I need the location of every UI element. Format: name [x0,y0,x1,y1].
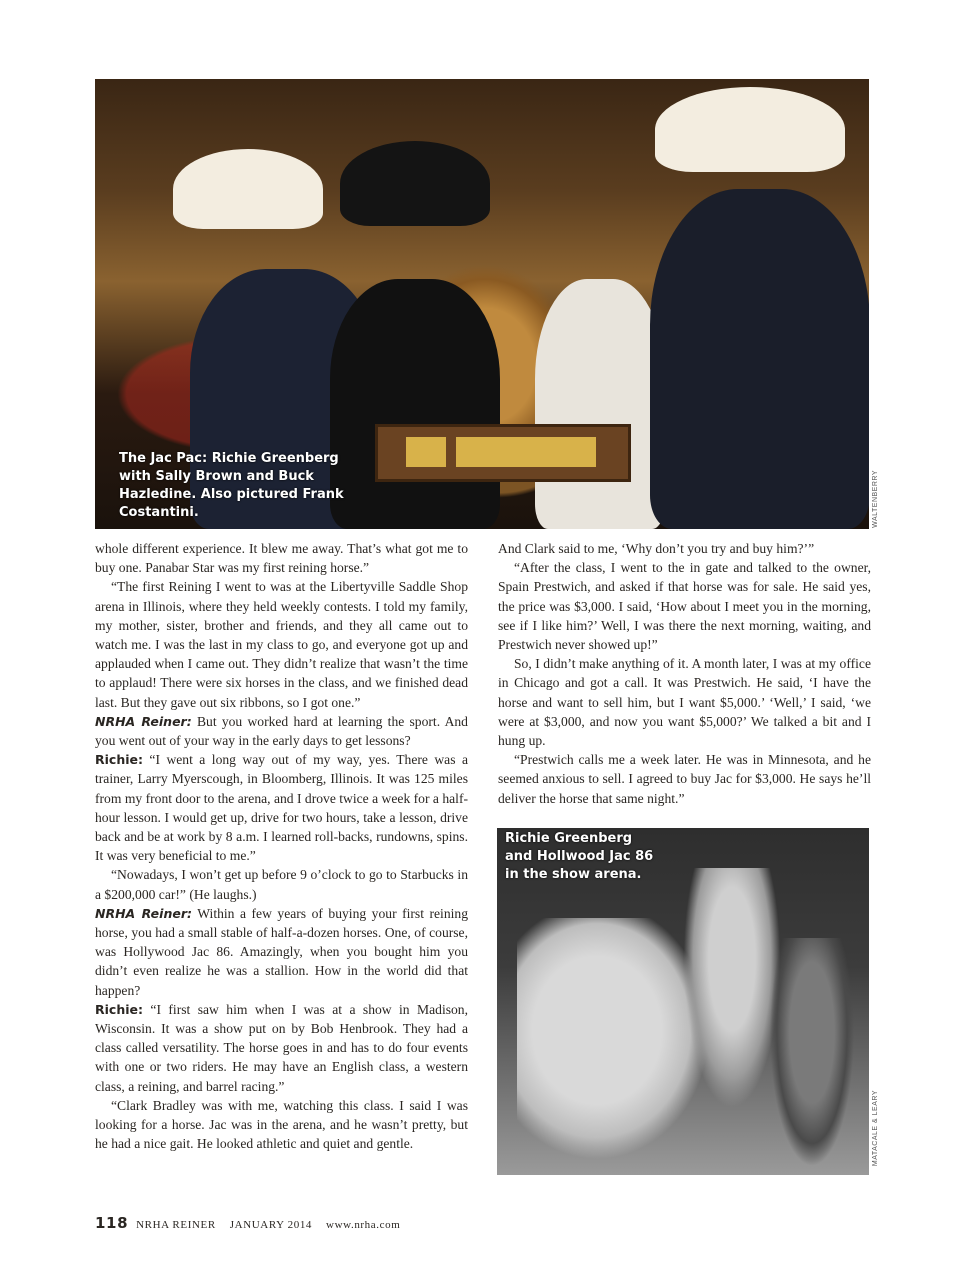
paragraph: “After the class, I went to the in gate and talked to the owner, Spain Prestwich, and asked if that horse was for sale. He said yes, the price was $3,000. I said, ‘How about I meet you in the morning, see if I like him?’ Well, I was there the next morning, waiting, and Prestwich never showed up!” [498,560,871,653]
interviewer-label: NRHA Reiner: [95,713,192,729]
issue-date: JANUARY 2014 [229,1219,313,1231]
paragraph: whole different experience. It blew me away. That’s what got me to buy one. Panabar Star was my first reining horse.” [95,541,468,576]
standing-man-figure [767,938,857,1175]
person-woman [535,279,665,529]
question-paragraph [95,904,468,1000]
trophy-plaque [375,424,631,482]
question-paragraph [95,712,468,750]
paragraph: “Nowadays, I won’t get up before 9 o’clock to go to Starbucks in a $200,000 car!” (He laughs.) [95,867,468,902]
website-url: www.nrha.com [326,1219,401,1231]
page-number: 118 [95,1214,129,1232]
answer-text: “I went a long way out of my way, yes. There was a trainer, Larry Myerscough, in Bloomberg, Illinois. It was 125 miles from my front door to the arena, and I drove twice a week for a half-hour lesson. I would get up, drive for two hours, take a lesson, drive back and be at work by 8 a.m. I learned roll-backs, rundowns, spins. It was very beneficial to me.” [95,752,468,864]
bottom-photo [497,828,869,1175]
interviewer-label: NRHA Reiner: [95,905,192,921]
person-center [330,279,500,529]
page-footer [95,1214,400,1232]
bottom-photo-caption: Richie Greenberg and Hollwood Jac 86 in the show arena. [505,831,654,882]
paragraph: “Prestwich calls me a week later. He was in Minnesota, and he seemed anxious to sell. I agreed to buy Jac for $3,000. He says he’ll deliver the horse that same night.” [498,752,871,806]
publication-name: NRHA REINER [136,1219,216,1231]
top-photo-credit: WALTENBERRY [872,470,879,528]
answer-text: “I first saw him when I was at a show in Madison, Wisconsin. It was a show put on by Bob Henbrook. They had a class called versatility. The horse goes in and has to do four events with one or two riders. He may have an English class, a western class, a reining, and barrel racing.” [95,1001,468,1094]
left-column [95,539,468,1154]
paragraph: So, I didn’t make anything of it. A month later, I was at my office in Chicago and got a call. It was Prestwich. He said, ‘I have the horse and want to sell him, but I want $5,000.’ ‘Well,’ I said, ‘we were at $3,000, and now you want $5,000?’ We talked a bit and I hung up. [498,656,871,749]
top-photo-caption: The Jac Pac: Richie Greenberg with Sally Brown and Buck Hazledine. Also pictured Frank Costantini. [119,451,344,520]
speaker-label: Richie: [95,752,143,768]
paragraph: “The first Reining I went to was at the Libertyville Saddle Shop arena in Illinois, where they held weekly contests. I told my family, my mother, sister, brother and friends, and they all came out to watch me. I was the last in my class to go, and everyone got up and applauded when I came out. They didn’t realize that wasn’t the time to applaud! There were six horses in the class, and we finished dead last. But they gave out six ribbons, so I got one.” [95,579,468,710]
answer-paragraph [95,1000,468,1096]
bottom-photo-credit: MATACALE & LEARY [872,1090,879,1167]
white-hat-right [655,87,845,172]
paragraph: “Clark Bradley was with me, watching this class. I said I was looking for a horse. Jac was in the arena, and he wasn’t pretty, but he had a nice gait. He looked athletic and quiet and gentle. [95,1097,468,1152]
answer-paragraph [95,750,468,865]
top-photo [95,79,869,529]
question-text: But you worked hard at learning the sport. And you went out of your way in the early days to get lessons? [95,713,468,749]
paragraph: And Clark said to me, ‘Why don’t you try and buy him?’” [498,541,815,556]
black-hat [340,141,490,226]
white-hat-left [173,149,323,229]
question-text: Within a few years of buying your first reining horse, you had a small stable of half-a-dozen horses. One, of course, was Hollywood Jac 86. Amazingly, when you bought him you didn’t even realize he was a stallion. How in the world did that happen? [95,905,469,998]
person-right [650,189,869,529]
speaker-label: Richie: [95,1001,143,1017]
right-column [498,539,871,808]
